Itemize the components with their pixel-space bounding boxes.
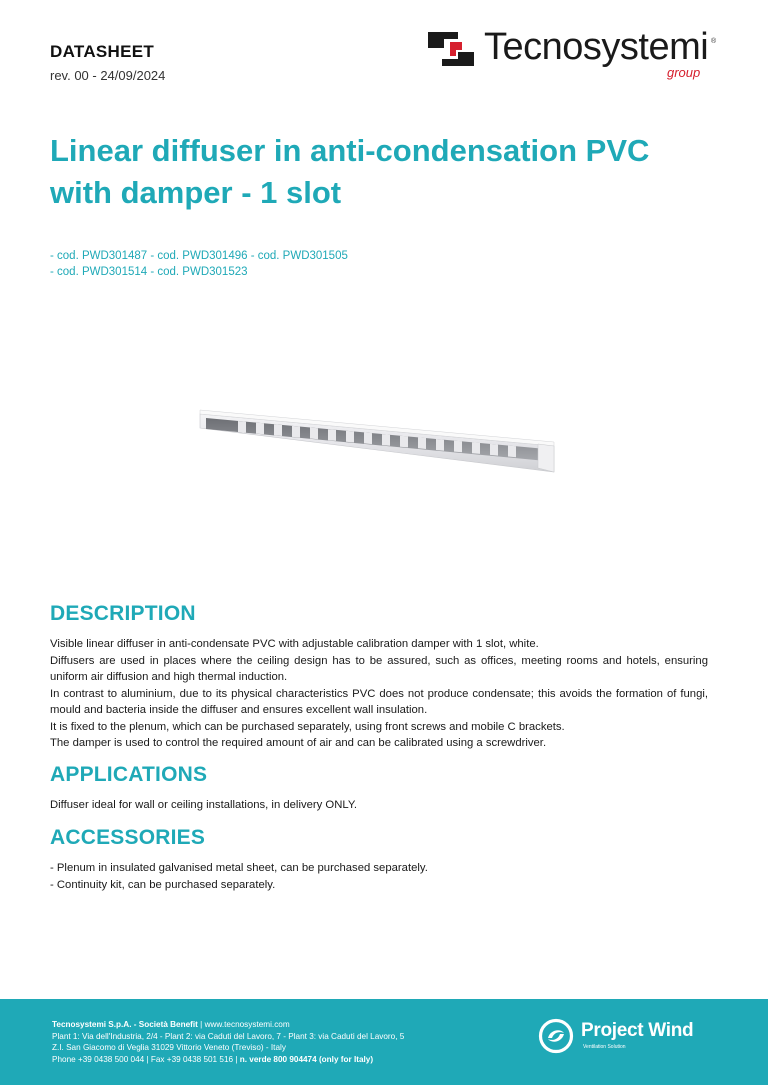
project-wind-logo: [538, 1018, 738, 1058]
footer-website: | www.tecnosystemi.com: [197, 1020, 290, 1029]
applications-body: [50, 797, 708, 814]
footer-address: Z.I. San Giacomo di Veglia 31029 Vittorio Veneto (Treviso) - Italy: [52, 1043, 286, 1053]
footer-company-line: [52, 1019, 404, 1031]
description-paragraph: In contrast to aluminium, due to its physical characteristics PVC does not produce condensate; this avoids the formation of fungi, mould and bacteria inside the diffuser and ensures excellent wall insulation.: [50, 687, 708, 716]
project-wind-mark-icon: [538, 1018, 574, 1054]
description-paragraph: It is fixed to the plenum, which can be purchased separately, using front screws and mobile C brackets.: [50, 720, 565, 733]
accessories-item: - Continuity kit, can be purchased separately.: [50, 878, 276, 891]
description-paragraph: Diffusers are used in places where the ceiling design has to be assured, such as offices, meeting rooms and hotels, ensuring uniform air diffusion and high thermal induction.: [50, 654, 708, 683]
product-codes: [50, 248, 348, 280]
header-block: [50, 42, 165, 83]
product-codes-line-2: - cod. PWD301514 - cod. PWD301523: [50, 266, 248, 278]
product-image-linear-diffuser: [198, 400, 558, 480]
logo-registered-mark: ®: [711, 38, 717, 45]
tecnosystemi-logo-mark-icon: [428, 30, 476, 66]
logo-wordmark: Tecnosystemi: [484, 26, 709, 68]
page-title-line-1: Linear diffuser in anti-condensation PVC: [50, 133, 650, 168]
logo-subtitle: group: [667, 65, 701, 80]
footer-phone-fax: Phone +39 0438 500 044 | Fax +39 0438 501 516 |: [52, 1054, 240, 1064]
applications-heading: APPLICATIONS: [50, 763, 208, 786]
description-paragraph: Visible linear diffuser in anti-condensate PVC with adjustable calibration damper with 1 slot, white.: [50, 638, 539, 650]
description-paragraph: The damper is used to control the required amount of air and can be calibrated using a screwdriver.: [50, 737, 547, 749]
accessories-heading: ACCESSORIES: [50, 826, 206, 849]
accessories-body: [50, 860, 708, 893]
page-title-line-2: with damper - 1 slot: [50, 175, 342, 210]
footer: [0, 999, 768, 1085]
project-wind-tagline: Ventilation Solution: [583, 1044, 626, 1050]
footer-toll-free: n. verde 800 904474 (only for Italy): [239, 1054, 374, 1064]
tecnosystemi-logo: [428, 28, 728, 84]
footer-contact-info: [52, 1019, 404, 1065]
project-wind-name: Project Wind: [581, 1020, 694, 1041]
footer-phone-line: [52, 1054, 404, 1066]
footer-company-name: Tecnosystemi S.p.A. - Società Benefit: [52, 1020, 198, 1029]
page-title: [50, 130, 730, 214]
doc-type-label: DATASHEET: [50, 42, 155, 61]
description-body: [50, 636, 708, 752]
revision-label: rev. 00 - 24/09/2024: [50, 68, 166, 83]
footer-plants: Plant 1: Via dell'Industria, 2/4 - Plant 2: via Caduti del Lavoro, 7 - Plant 3: via Caduti del Lavoro, 5: [52, 1031, 405, 1041]
description-heading: DESCRIPTION: [50, 602, 196, 625]
applications-paragraph: Diffuser ideal for wall or ceiling installations, in delivery ONLY.: [50, 799, 358, 811]
product-codes-line-1: - cod. PWD301487 - cod. PWD301496 - cod. PWD301505: [50, 250, 348, 262]
accessories-item: - Plenum in insulated galvanised metal sheet, can be purchased separately.: [50, 862, 428, 874]
